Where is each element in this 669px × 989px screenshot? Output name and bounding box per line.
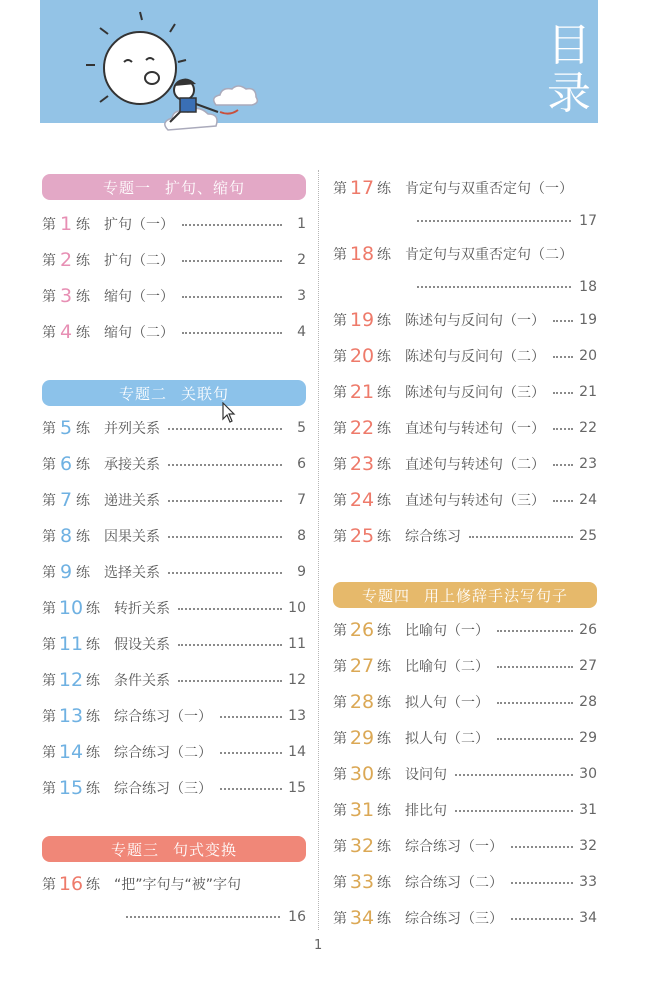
- lian-label: 练: [377, 493, 391, 509]
- page-number: 1: [314, 938, 323, 953]
- page-ref: 18: [579, 279, 597, 295]
- lian-label: 练: [377, 349, 391, 365]
- lesson-number: 13: [58, 705, 84, 727]
- lesson-number: 32: [349, 835, 375, 857]
- lian-label: 练: [377, 839, 391, 855]
- di-label: 第: [333, 421, 347, 437]
- di-label: 第: [42, 877, 56, 893]
- lesson-number: 10: [58, 597, 84, 619]
- di-label: 第: [333, 247, 347, 263]
- page-ref: 16: [288, 909, 306, 925]
- lesson-number: 31: [349, 799, 375, 821]
- lesson-title: 陈述句与反问句（三）: [405, 385, 545, 401]
- page-ref: 2: [297, 252, 306, 268]
- toc-entry-28[interactable]: [333, 684, 597, 720]
- cursor-icon: [222, 402, 236, 424]
- lesson-title: “把”字句与“被”字句: [114, 877, 242, 893]
- leader-dots: [182, 260, 282, 262]
- page-ref: 1: [297, 216, 306, 232]
- di-label: 第: [42, 421, 56, 437]
- lesson-number: 33: [349, 871, 375, 893]
- leader-dots: [168, 536, 282, 538]
- page-ref: 31: [579, 802, 597, 818]
- section-label: 专题三: [110, 840, 159, 859]
- lesson-title: 综合练习（一）: [114, 709, 212, 725]
- toc-entry-9[interactable]: [42, 554, 306, 590]
- lian-label: 练: [86, 637, 100, 653]
- di-label: 第: [42, 325, 56, 341]
- leader-dots: [455, 774, 573, 776]
- lesson-title: 转折关系: [114, 601, 170, 617]
- page-ref: 15: [288, 780, 306, 796]
- leader-dots: [168, 500, 282, 502]
- lian-label: 练: [86, 745, 100, 761]
- leader-dots: [455, 810, 573, 812]
- leader-dots: [511, 846, 573, 848]
- toc-entry-30[interactable]: [333, 756, 597, 792]
- di-label: 第: [333, 803, 347, 819]
- toc-entry-6[interactable]: [42, 446, 306, 482]
- lesson-number: 7: [59, 489, 73, 511]
- lesson-number: 18: [349, 243, 375, 265]
- lesson-number: 14: [58, 741, 84, 763]
- lian-label: 练: [76, 565, 90, 581]
- lesson-number: 11: [58, 633, 84, 655]
- toc-entry-13[interactable]: [42, 698, 306, 734]
- lian-label: 练: [377, 421, 391, 437]
- lesson-number: 12: [58, 669, 84, 691]
- page-ref: 29: [579, 730, 597, 746]
- section-header-1[interactable]: [42, 174, 306, 200]
- lesson-number: 23: [349, 453, 375, 475]
- lesson-number: 22: [349, 417, 375, 439]
- leader-dots: [220, 788, 282, 790]
- page-ref: 9: [297, 564, 306, 580]
- leader-dots: [497, 666, 573, 668]
- leader-dots: [182, 296, 282, 298]
- lesson-title: 综合练习（二）: [405, 875, 503, 891]
- section-header-2[interactable]: [42, 380, 306, 406]
- section-label: 专题一: [102, 178, 151, 197]
- di-label: 第: [42, 565, 56, 581]
- lian-label: 练: [76, 217, 90, 233]
- di-label: 第: [333, 839, 347, 855]
- toc-entry-27[interactable]: [333, 648, 597, 684]
- lian-label: 练: [377, 911, 391, 927]
- di-label: 第: [333, 313, 347, 329]
- di-label: 第: [333, 529, 347, 545]
- lesson-title: 直述句与转述句（二）: [405, 457, 545, 473]
- lian-label: 练: [377, 313, 391, 329]
- page-ref: 13: [288, 708, 306, 724]
- lesson-title: 拟人句（二）: [405, 731, 489, 747]
- section-header-4[interactable]: [333, 582, 597, 608]
- page-ref: 8: [297, 528, 306, 544]
- lesson-title: 直述句与转述句（三）: [405, 493, 545, 509]
- leader-dots: [553, 320, 573, 322]
- lesson-number: 3: [59, 285, 73, 307]
- leader-dots: [220, 752, 282, 754]
- lian-label: 练: [377, 803, 391, 819]
- lesson-title: 综合练习（二）: [114, 745, 212, 761]
- toc-entry-14[interactable]: [42, 734, 306, 770]
- lesson-number: 24: [349, 489, 375, 511]
- di-label: 第: [333, 695, 347, 711]
- di-label: 第: [42, 709, 56, 725]
- toc-entry-17-continuation: [333, 206, 597, 236]
- leader-dots: [417, 286, 571, 288]
- lian-label: 练: [86, 877, 100, 893]
- page-ref: 6: [297, 456, 306, 472]
- section-label: 专题四: [361, 586, 410, 605]
- lian-label: 练: [76, 253, 90, 269]
- lesson-number: 8: [59, 525, 73, 547]
- page-ref: 27: [579, 658, 597, 674]
- lesson-title: 扩句（二）: [104, 253, 174, 269]
- page-ref: 30: [579, 766, 597, 782]
- lesson-title: 设问句: [405, 767, 447, 783]
- toc-column-right: [333, 170, 597, 936]
- column-divider: [318, 170, 319, 930]
- toc-entry-22[interactable]: [333, 410, 597, 446]
- lian-label: 练: [76, 289, 90, 305]
- di-label: 第: [333, 349, 347, 365]
- page-ref: 4: [297, 324, 306, 340]
- toc-entry-12[interactable]: [42, 662, 306, 698]
- di-label: 第: [42, 601, 56, 617]
- page-ref: 5: [297, 420, 306, 436]
- toc-entry-5[interactable]: [42, 410, 306, 446]
- di-label: 第: [333, 911, 347, 927]
- lesson-title: 缩句（一）: [104, 289, 174, 305]
- page-ref: 10: [288, 600, 306, 616]
- page-ref: 26: [579, 622, 597, 638]
- leader-dots: [553, 356, 573, 358]
- page-ref: 19: [579, 312, 597, 328]
- toc-entry-19[interactable]: [333, 302, 597, 338]
- page-ref: 3: [297, 288, 306, 304]
- leader-dots: [178, 680, 282, 682]
- lian-label: 练: [377, 457, 391, 473]
- lesson-title: 缩句（二）: [104, 325, 174, 341]
- leader-dots: [178, 608, 282, 610]
- toc-entry-10[interactable]: [42, 590, 306, 626]
- section-label: 专题二: [118, 384, 167, 403]
- page-ref: 32: [579, 838, 597, 854]
- page-ref: 33: [579, 874, 597, 890]
- lian-label: 练: [86, 601, 100, 617]
- lesson-title: 拟人句（一）: [405, 695, 489, 711]
- page-ref: 11: [288, 636, 306, 652]
- di-label: 第: [333, 493, 347, 509]
- leader-dots: [126, 916, 280, 918]
- di-label: 第: [333, 659, 347, 675]
- toc-title: 目 录: [547, 20, 591, 119]
- di-label: 第: [333, 767, 347, 783]
- lian-label: 练: [377, 731, 391, 747]
- leader-dots: [182, 332, 282, 334]
- page-ref: 28: [579, 694, 597, 710]
- lesson-number: 16: [58, 873, 84, 895]
- lesson-number: 2: [59, 249, 73, 271]
- di-label: 第: [333, 623, 347, 639]
- di-label: 第: [42, 493, 56, 509]
- page-ref: 12: [288, 672, 306, 688]
- leader-dots: [553, 464, 573, 466]
- lesson-number: 5: [59, 417, 73, 439]
- lesson-number: 28: [349, 691, 375, 713]
- lian-label: 练: [76, 493, 90, 509]
- leader-dots: [168, 572, 282, 574]
- lian-label: 练: [377, 695, 391, 711]
- di-label: 第: [42, 529, 56, 545]
- leader-dots: [417, 220, 571, 222]
- leader-dots: [497, 702, 573, 704]
- section-header-3[interactable]: [42, 836, 306, 862]
- page-ref: 20: [579, 348, 597, 364]
- lian-label: 练: [76, 421, 90, 437]
- child-icon: [150, 60, 260, 136]
- toc-entry-17[interactable]: [333, 170, 597, 206]
- section-name: 关联句: [181, 384, 230, 403]
- di-label: 第: [333, 875, 347, 891]
- toc-entry-15[interactable]: [42, 770, 306, 806]
- page-ref: 17: [579, 213, 597, 229]
- lesson-title: 综合练习（一）: [405, 839, 503, 855]
- toc-entry-26[interactable]: [333, 612, 597, 648]
- lian-label: 练: [76, 457, 90, 473]
- lesson-title: 肯定句与双重否定句（一）: [405, 181, 573, 197]
- lesson-title: 肯定句与双重否定句（二）: [405, 247, 573, 263]
- lian-label: 练: [377, 529, 391, 545]
- lesson-title: 综合练习（三）: [405, 911, 503, 927]
- toc-entry-31[interactable]: [333, 792, 597, 828]
- page-ref: 7: [297, 492, 306, 508]
- lian-label: 练: [86, 781, 100, 797]
- page-ref: 21: [579, 384, 597, 400]
- toc-entry-29[interactable]: [333, 720, 597, 756]
- toc-entry-7[interactable]: [42, 482, 306, 518]
- lesson-title: 递进关系: [104, 493, 160, 509]
- section-name: 句式变换: [173, 840, 238, 859]
- page-ref: 22: [579, 420, 597, 436]
- di-label: 第: [42, 673, 56, 689]
- lesson-number: 6: [59, 453, 73, 475]
- toc-entry-3[interactable]: [42, 278, 306, 314]
- toc-entry-23[interactable]: [333, 446, 597, 482]
- lesson-title: 扩句（一）: [104, 217, 174, 233]
- di-label: 第: [42, 457, 56, 473]
- toc-column-left: [42, 174, 306, 932]
- leader-dots: [511, 882, 573, 884]
- toc-entry-21[interactable]: [333, 374, 597, 410]
- lesson-title: 陈述句与反问句（二）: [405, 349, 545, 365]
- lian-label: 练: [377, 181, 391, 197]
- leader-dots: [220, 716, 282, 718]
- lesson-title: 假设关系: [114, 637, 170, 653]
- lesson-number: 9: [59, 561, 73, 583]
- toc-entry-33[interactable]: [333, 864, 597, 900]
- di-label: 第: [333, 385, 347, 401]
- lian-label: 练: [377, 659, 391, 675]
- leader-dots: [168, 464, 282, 466]
- lesson-title: 承接关系: [104, 457, 160, 473]
- lesson-number: 29: [349, 727, 375, 749]
- di-label: 第: [42, 217, 56, 233]
- lesson-title: 条件关系: [114, 673, 170, 689]
- lian-label: 练: [76, 325, 90, 341]
- di-label: 第: [42, 781, 56, 797]
- lian-label: 练: [377, 875, 391, 891]
- lesson-number: 17: [349, 177, 375, 199]
- leader-dots: [497, 738, 573, 740]
- lesson-number: 20: [349, 345, 375, 367]
- lesson-number: 19: [349, 309, 375, 331]
- di-label: 第: [42, 253, 56, 269]
- lesson-number: 4: [59, 321, 73, 343]
- toc-entry-16-continuation: [42, 902, 306, 932]
- lian-label: 练: [86, 673, 100, 689]
- lesson-number: 26: [349, 619, 375, 641]
- lesson-number: 25: [349, 525, 375, 547]
- leader-dots: [168, 428, 282, 430]
- lesson-title: 比喻句（一）: [405, 623, 489, 639]
- toc-entry-25[interactable]: [333, 518, 597, 554]
- toc-entry-18[interactable]: [333, 236, 597, 272]
- page-ref: 14: [288, 744, 306, 760]
- lesson-number: 30: [349, 763, 375, 785]
- lian-label: 练: [377, 767, 391, 783]
- lesson-title: 选择关系: [104, 565, 160, 581]
- lesson-title: 直述句与转述句（一）: [405, 421, 545, 437]
- di-label: 第: [42, 745, 56, 761]
- toc-entry-11[interactable]: [42, 626, 306, 662]
- lesson-title: 比喻句（二）: [405, 659, 489, 675]
- toc-entry-34[interactable]: [333, 900, 597, 936]
- leader-dots: [511, 918, 573, 920]
- toc-entry-8[interactable]: [42, 518, 306, 554]
- page-ref: 25: [579, 528, 597, 544]
- toc-entry-2[interactable]: [42, 242, 306, 278]
- toc-entry-20[interactable]: [333, 338, 597, 374]
- leader-dots: [182, 224, 282, 226]
- leader-dots: [553, 428, 573, 430]
- lian-label: 练: [377, 247, 391, 263]
- toc-entry-18-continuation: [333, 272, 597, 302]
- lesson-number: 15: [58, 777, 84, 799]
- di-label: 第: [333, 181, 347, 197]
- toc-entry-24[interactable]: [333, 482, 597, 518]
- lesson-number: 21: [349, 381, 375, 403]
- di-label: 第: [42, 637, 56, 653]
- lesson-number: 1: [59, 213, 73, 235]
- toc-entry-1[interactable]: [42, 206, 306, 242]
- lian-label: 练: [86, 709, 100, 725]
- leader-dots: [553, 500, 573, 502]
- di-label: 第: [42, 289, 56, 305]
- page-ref: 23: [579, 456, 597, 472]
- lesson-title: 综合练习: [405, 529, 461, 545]
- lian-label: 练: [76, 529, 90, 545]
- lian-label: 练: [377, 623, 391, 639]
- section-name: 扩句、缩句: [165, 178, 246, 197]
- leader-dots: [469, 536, 573, 538]
- leader-dots: [178, 644, 282, 646]
- leader-dots: [553, 392, 573, 394]
- lesson-title: 因果关系: [104, 529, 160, 545]
- section-name: 用上修辞手法写句子: [424, 586, 569, 605]
- lian-label: 练: [377, 385, 391, 401]
- lesson-title: 陈述句与反问句（一）: [405, 313, 545, 329]
- toc-entry-4[interactable]: [42, 314, 306, 350]
- toc-entry-16[interactable]: [42, 866, 306, 902]
- lesson-title: 并列关系: [104, 421, 160, 437]
- lesson-number: 27: [349, 655, 375, 677]
- lesson-title: 排比句: [405, 803, 447, 819]
- page-ref: 34: [579, 910, 597, 926]
- lesson-title: 综合练习（三）: [114, 781, 212, 797]
- leader-dots: [497, 630, 573, 632]
- lesson-number: 34: [349, 907, 375, 929]
- di-label: 第: [333, 731, 347, 747]
- di-label: 第: [333, 457, 347, 473]
- page-ref: 24: [579, 492, 597, 508]
- header-banner: [40, 0, 598, 123]
- toc-entry-32[interactable]: [333, 828, 597, 864]
